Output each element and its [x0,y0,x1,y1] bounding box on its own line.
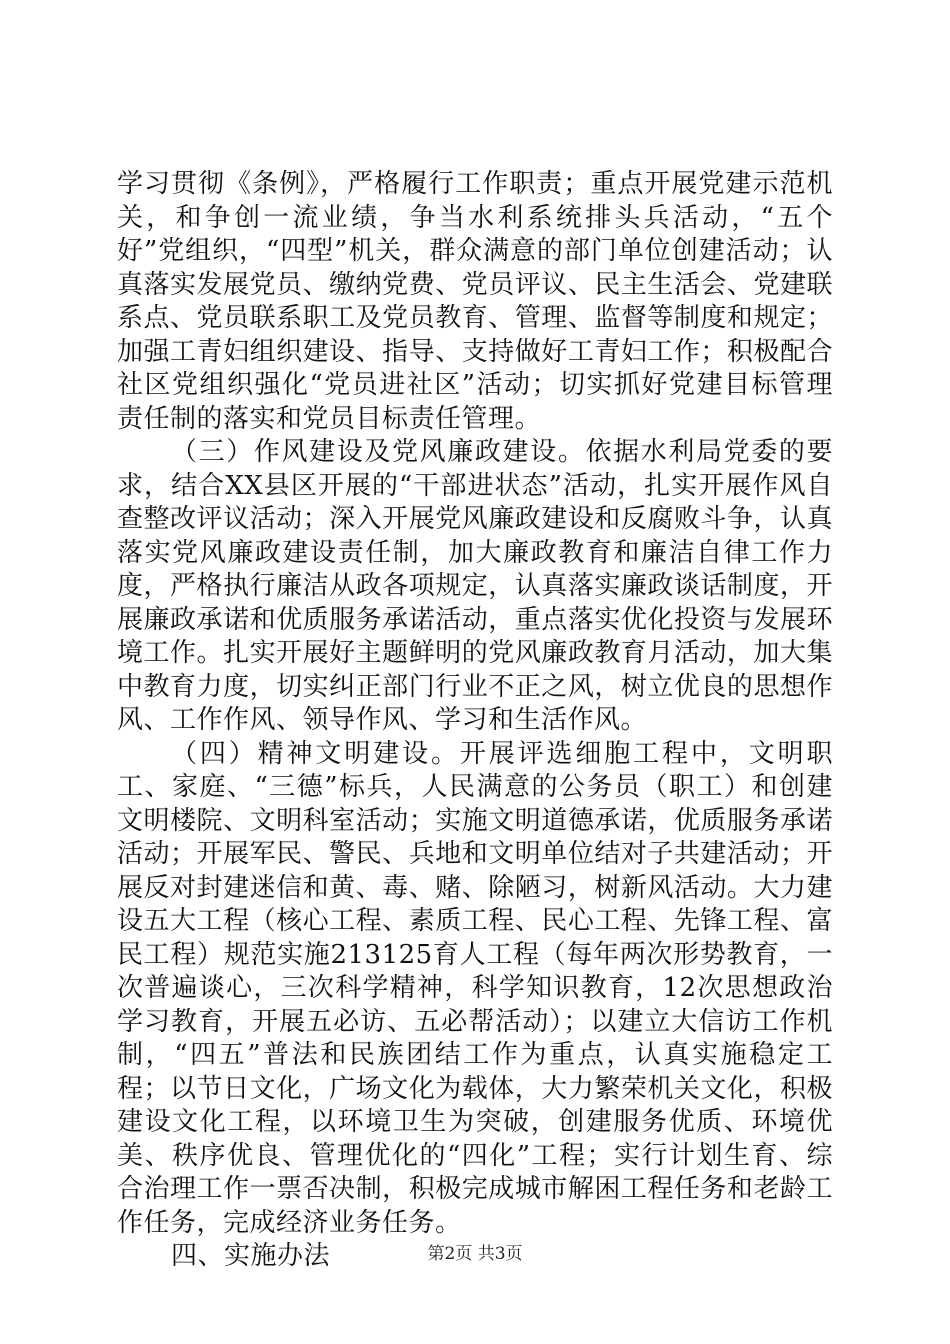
section-heading-implementation: 四、实施办法 [171,1241,331,1271]
paragraph-section-4-spiritual-civilization: （四）精神文明建设。开展评选细胞工程中，文明职工、家庭、“三德”标兵，人民满意的公务员（职工）和创建文明楼院、文明科室活动；实施文明道德承诺，优质服务承诺活动；开展军民、警民、兵地和文明单位结对子共建活动；开展反对封建迷信和黄、毒、赌、除陋习，树新风活动。大力建设五大工程（核心工程、素质工程、民心工程、先锋工程、富民工程）规范实施213125育人工程（每年两次形势教育，一次普遍谈心，三次科学精神，科学知识教育，12次思想政治学习教育，开展五必访、五必帮活动）；以建立大信访工作机制，“四五”普法和民族团结工作为重点，认真实施稳定工程；以节日文化，广场文化为载体，大力繁荣机关文化，积极建设文化工程，以环境卫生为突破，创建服务优质、环境优美、秩序优良、管理优化的“四化”工程；实行计划生育、综合治理工作一票否决制，积极完成城市解困工程任务和老龄工作任务，完成经济业务任务。 [117,738,833,1238]
paragraph-party-building-continuation: 学习贯彻《条例》，严格履行工作职责；重点开展党建示范机关，和争创一流业绩，争当水利系统排头兵活动，“五个好”党组织，“四型”机关，群众满意的部门单位创建活动；认真落实发展党员、缴纳党费、党员评议、民主生活会、党建联系点、党员联系职工及党员教育、管理、监督等制度和规定；加强工青妇组织建设、指导、支持做好工青妇工作；积极配合社区党组织强化“党员进社区”活动；切实抓好党建目标管理责任制的落实和党员目标责任管理。 [117,169,833,434]
page-number-footer: 第2页 共3页 [427,1244,523,1264]
paragraph-section-3-work-style: （三）作风建设及党风廉政建设。依据水利局党委的要求，结合XX县区开展的“干部进状态”活动，扎实开展作风自查整改评议活动；深入开展党风廉政建设和反腐败斗争，认真落实党风廉政建设责任制，加大廉政教育和廉洁自律工作力度，严格执行廉洁从政各项规定，认真落实廉政谈话制度，开展廉政承诺和优质服务承诺活动，重点落实优化投资与发展环境工作。扎实开展好主题鲜明的党风廉政教育月活动，加大集中教育力度，切实纠正部门行业不正之风，树立优良的思想作风、工作作风、领导作风、学习和生活作风。 [117,437,833,735]
document-body [117,168,833,1274]
